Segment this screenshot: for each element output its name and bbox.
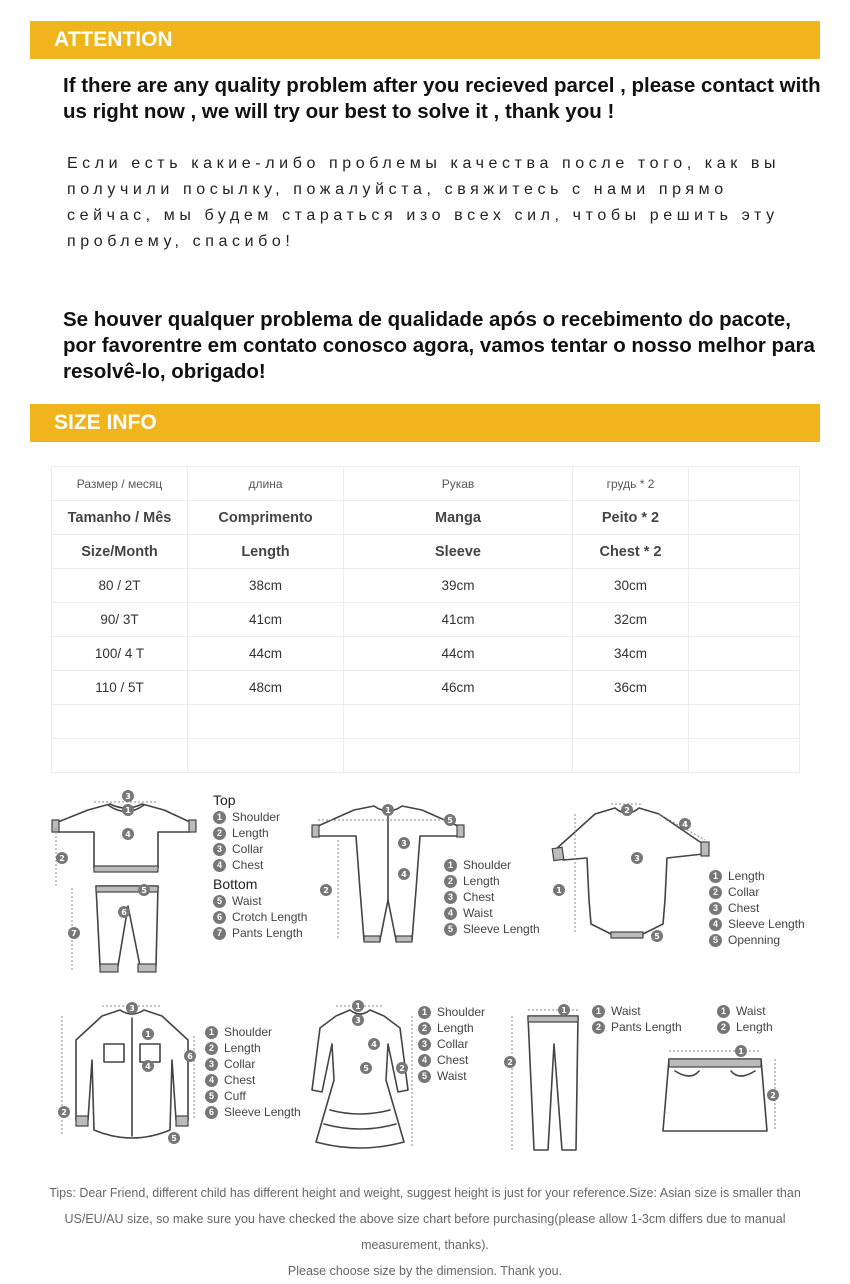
svg-text:4: 4 (401, 870, 407, 879)
svg-text:3: 3 (401, 839, 407, 848)
number-badge-icon: 4 (444, 907, 457, 920)
legend-item (418, 1052, 485, 1068)
number-badge-icon: 3 (213, 843, 226, 856)
legend-item (418, 1036, 485, 1052)
number-badge-icon: 2 (205, 1042, 218, 1055)
legend-item (205, 1024, 301, 1040)
svg-text:5: 5 (141, 886, 147, 895)
svg-text:1: 1 (145, 1030, 151, 1039)
table-cell: 48cm (188, 671, 344, 705)
legend-label: Collar (437, 1037, 469, 1051)
number-badge-icon: 4 (205, 1074, 218, 1087)
legend-label: Length (463, 874, 500, 888)
table-cell (188, 739, 344, 773)
number-badge-icon: 5 (205, 1090, 218, 1103)
bodysuit-diagram (545, 800, 715, 950)
legend-label: Shoulder (232, 810, 281, 824)
legend-item (418, 1068, 485, 1084)
table-cell: 41cm (344, 603, 573, 637)
svg-text:3: 3 (355, 1016, 361, 1025)
table-cell (689, 705, 800, 739)
dress-legend (418, 1004, 485, 1084)
table-cell (188, 705, 344, 739)
legend-label: Openning (728, 933, 781, 947)
svg-text:3: 3 (129, 1004, 135, 1013)
shirt-diagram (48, 1000, 208, 1150)
table-header-cell (689, 467, 800, 501)
svg-text:4: 4 (125, 830, 131, 839)
legend-item (592, 1019, 682, 1035)
table-header-cell: Размер / месяц (52, 467, 188, 501)
number-badge-icon: 2 (418, 1022, 431, 1035)
legend-item (717, 1019, 773, 1035)
table-cell (344, 739, 573, 773)
legend-bottom-title: Bottom (213, 876, 258, 892)
svg-text:4: 4 (371, 1040, 377, 1049)
legend-item (444, 921, 540, 937)
bodysuit-legend (709, 868, 805, 948)
skirt-legend (717, 1003, 773, 1035)
table-cell (689, 739, 800, 773)
table-header-cell: Рукав (344, 467, 573, 501)
legend-label: Waist (736, 1004, 766, 1018)
table-cell: 38cm (188, 569, 344, 603)
table-cell: 44cm (344, 637, 573, 671)
svg-text:2: 2 (507, 1058, 513, 1067)
number-badge-icon: 3 (444, 891, 457, 904)
number-badge-icon: 2 (444, 875, 457, 888)
number-badge-icon: 5 (213, 895, 226, 908)
table-header-row (52, 535, 800, 569)
number-badge-icon: 2 (717, 1021, 730, 1034)
table-cell: 32cm (573, 603, 689, 637)
number-badge-icon: 1 (709, 870, 722, 883)
legend-label: Chest (224, 1073, 256, 1087)
legend-item (709, 884, 805, 900)
number-badge-icon: 2 (592, 1021, 605, 1034)
table-header-cell (689, 535, 800, 569)
legend-top-title: Top (213, 792, 236, 808)
table-cell: 34cm (573, 637, 689, 671)
table-cell (52, 705, 188, 739)
svg-text:7: 7 (71, 929, 77, 938)
tips (40, 1180, 810, 1284)
svg-text:2: 2 (624, 806, 630, 815)
table-header-cell: Tamanho / Mês (52, 501, 188, 535)
svg-text:1: 1 (738, 1047, 744, 1056)
table-cell (689, 637, 800, 671)
legend-item (213, 925, 307, 941)
svg-text:2: 2 (399, 1064, 405, 1073)
svg-text:4: 4 (682, 820, 688, 829)
table-header-row (52, 501, 800, 535)
legend-item (205, 1088, 301, 1104)
tips-text: Tips: Dear Friend, different child has different height and weight, suggest height is just for your reference.Size: Asian size is smaller than US/EU/AU size, so make sure you have checked the above size chart before purchasing(please allow 1-3cm differs due to manual measurement, thanks). (49, 1186, 801, 1252)
legend-label: Chest (728, 901, 760, 915)
svg-text:3: 3 (125, 792, 131, 801)
svg-text:5: 5 (447, 816, 453, 825)
table-cell: 36cm (573, 671, 689, 705)
svg-text:5: 5 (363, 1064, 369, 1073)
table-row (52, 739, 800, 773)
legend-label: Shoulder (437, 1005, 486, 1019)
legend-label: Shoulder (224, 1025, 273, 1039)
number-badge-icon: 2 (709, 886, 722, 899)
legend-item (213, 809, 307, 825)
table-header-cell: Size/Month (52, 535, 188, 569)
table-cell (573, 739, 689, 773)
table-header-cell (689, 501, 800, 535)
table-header-cell: Sleeve (344, 535, 573, 569)
svg-text:4: 4 (145, 1062, 151, 1071)
legend-label: Sleeve Length (224, 1105, 301, 1119)
svg-text:2: 2 (59, 854, 65, 863)
number-badge-icon: 3 (709, 902, 722, 915)
number-badge-icon: 5 (418, 1070, 431, 1083)
table-header-cell: Peito * 2 (573, 501, 689, 535)
legend-label: Length (437, 1021, 474, 1035)
legend-label: Shoulder (463, 858, 512, 872)
legend-label: Length (232, 826, 269, 840)
legend-label: Length (736, 1020, 773, 1034)
svg-text:1: 1 (385, 806, 391, 815)
top-pants-legend (213, 791, 307, 941)
svg-text:1: 1 (125, 806, 131, 815)
table-cell: 100/ 4 T (52, 637, 188, 671)
table-cell (689, 569, 800, 603)
legend-label: Length (728, 869, 765, 883)
legend-label: Collar (728, 885, 760, 899)
table-header-cell: Length (188, 535, 344, 569)
table-header-cell: длина (188, 467, 344, 501)
legend-item (592, 1003, 682, 1019)
legend-item (205, 1072, 301, 1088)
svg-text:2: 2 (770, 1091, 776, 1100)
number-badge-icon: 1 (717, 1005, 730, 1018)
legend-item (213, 909, 307, 925)
svg-text:1: 1 (355, 1002, 361, 1011)
size-table (51, 466, 800, 773)
size-info-title: SIZE INFO (54, 411, 157, 434)
table-row (52, 569, 800, 603)
legend-label: Chest (437, 1053, 469, 1067)
legend-label: Crotch Length (232, 910, 308, 924)
top-pants-diagram (48, 788, 208, 978)
number-badge-icon: 1 (213, 811, 226, 824)
legend-label: Waist (463, 906, 493, 920)
leggings-diagram (498, 1000, 588, 1155)
table-header-cell: грудь * 2 (573, 467, 689, 501)
table-cell (689, 603, 800, 637)
table-cell: 110 / 5T (52, 671, 188, 705)
shirt-legend (205, 1024, 301, 1120)
legend-label: Collar (224, 1057, 256, 1071)
table-cell: 44cm (188, 637, 344, 671)
legend-item (213, 893, 307, 909)
table-cell: 30cm (573, 569, 689, 603)
svg-text:6: 6 (121, 908, 127, 917)
number-badge-icon: 5 (709, 934, 722, 947)
legend-label: Sleeve Length (728, 917, 805, 931)
svg-text:2: 2 (323, 886, 329, 895)
number-badge-icon: 4 (418, 1054, 431, 1067)
table-header-cell: Manga (344, 501, 573, 535)
number-badge-icon: 7 (213, 927, 226, 940)
number-badge-icon: 6 (205, 1106, 218, 1119)
attention-title: ATTENTION (54, 28, 173, 51)
legend-label: Pants Length (232, 926, 303, 940)
table-header-cell: Comprimento (188, 501, 344, 535)
skirt-diagram (655, 1035, 785, 1140)
legend-item (444, 857, 540, 873)
number-badge-icon: 4 (213, 859, 226, 872)
svg-text:3: 3 (634, 854, 640, 863)
number-badge-icon: 2 (213, 827, 226, 840)
table-row (52, 705, 800, 739)
table-cell: 46cm (344, 671, 573, 705)
svg-text:5: 5 (171, 1134, 177, 1143)
number-badge-icon: 6 (213, 911, 226, 924)
legend-label: Waist (232, 894, 262, 908)
table-cell: 80 / 2T (52, 569, 188, 603)
number-badge-icon: 1 (418, 1006, 431, 1019)
number-badge-icon: 1 (444, 859, 457, 872)
svg-text:2: 2 (61, 1108, 67, 1117)
number-badge-icon: 3 (205, 1058, 218, 1071)
legend-item (709, 932, 805, 948)
number-badge-icon: 4 (709, 918, 722, 931)
legend-label: Sleeve Length (463, 922, 540, 936)
table-cell (52, 739, 188, 773)
svg-text:5: 5 (654, 932, 660, 941)
legend-item (213, 825, 307, 841)
notice-russian: Если есть какие-либо проблемы качества после того, как вы получили посылку, пожалуйста, свяжитесь с нами прямо сейчас, мы будем стараться изо всех сил, чтобы решить эту проблему, спасибо! (67, 155, 781, 250)
table-cell (344, 705, 573, 739)
legend-item (205, 1040, 301, 1056)
tips-choose: Please choose size by the dimension. Thank you. (287, 1264, 563, 1278)
table-row (52, 671, 800, 705)
legend-item (709, 916, 805, 932)
leggings-legend (592, 1003, 682, 1035)
legend-item (213, 857, 307, 873)
attention-banner (30, 21, 820, 59)
notice-portuguese: Se houver qualquer problema de qualidade após o recebimento do pacote, por favorentre em contato conosco agora, vamos tentar o nosso melhor para resolvê-lo, obrigado! (63, 308, 815, 383)
legend-label: Collar (232, 842, 264, 856)
legend-label: Waist (437, 1069, 467, 1083)
legend-item (205, 1056, 301, 1072)
table-cell: 90/ 3T (52, 603, 188, 637)
legend-item (418, 1020, 485, 1036)
legend-item (418, 1004, 485, 1020)
table-header-row (52, 467, 800, 501)
svg-text:1: 1 (561, 1006, 567, 1015)
legend-item (444, 873, 540, 889)
legend-item (213, 841, 307, 857)
legend-label: Chest (232, 858, 264, 872)
legend-item (709, 900, 805, 916)
dress-diagram (300, 1000, 420, 1155)
legend-item (709, 868, 805, 884)
number-badge-icon: 1 (592, 1005, 605, 1018)
romper-legend (444, 857, 540, 937)
table-cell: 41cm (188, 603, 344, 637)
legend-label: Pants Length (611, 1020, 682, 1034)
svg-text:6: 6 (187, 1052, 193, 1061)
table-cell (573, 705, 689, 739)
size-info-banner (30, 404, 820, 442)
svg-text:1: 1 (556, 886, 562, 895)
table-row (52, 637, 800, 671)
number-badge-icon: 5 (444, 923, 457, 936)
legend-label: Length (224, 1041, 261, 1055)
number-badge-icon: 3 (418, 1038, 431, 1051)
legend-label: Waist (611, 1004, 641, 1018)
legend-label: Cuff (224, 1089, 246, 1103)
table-row (52, 603, 800, 637)
notice-english: If there are any quality problem after you recieved parcel , please contact with us right now , we will try our best to solve it , thank you ! (63, 74, 821, 123)
table-cell (689, 671, 800, 705)
legend-item (444, 905, 540, 921)
legend-item (717, 1003, 773, 1019)
legend-label: Chest (463, 890, 495, 904)
table-header-cell: Chest * 2 (573, 535, 689, 569)
legend-item (205, 1104, 301, 1120)
table-cell: 39cm (344, 569, 573, 603)
legend-item (444, 889, 540, 905)
number-badge-icon: 1 (205, 1026, 218, 1039)
